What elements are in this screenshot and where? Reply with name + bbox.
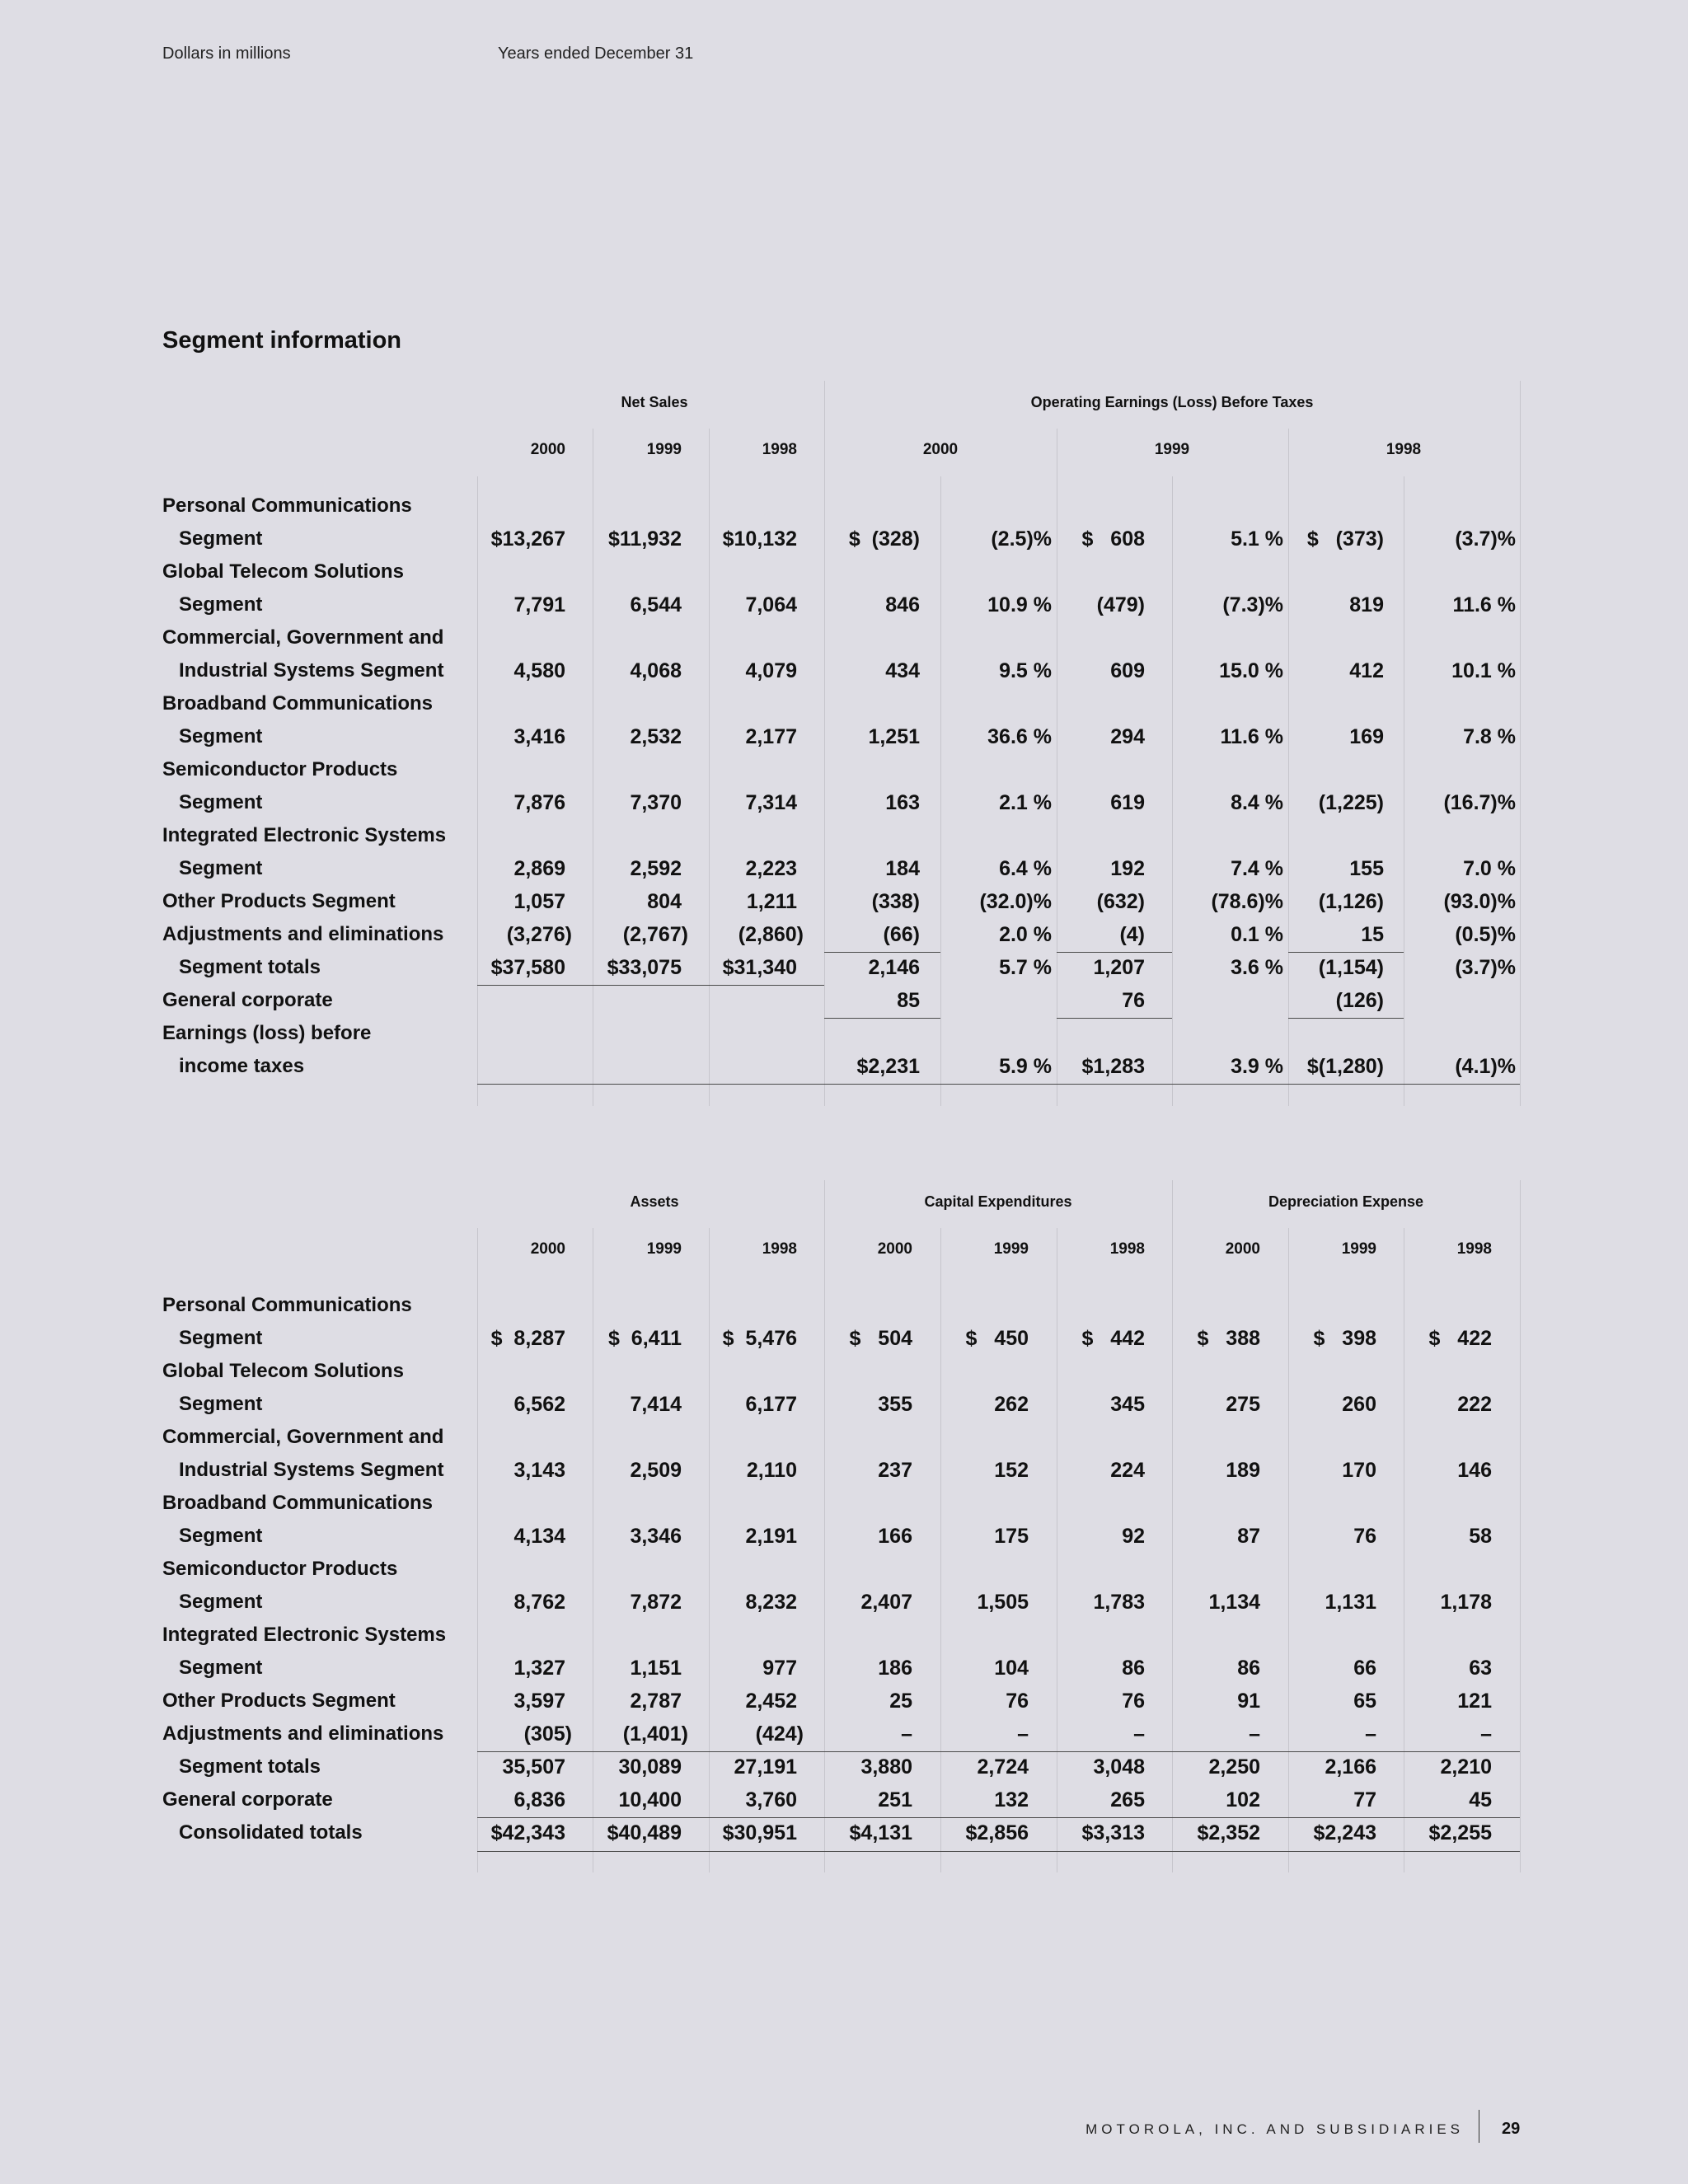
table-cell: 1,134 (1208, 1591, 1260, 1614)
table-cell: 1,251 (868, 725, 920, 748)
table-cell: 6,544 (630, 593, 682, 616)
table-cell: 192 (1110, 857, 1145, 880)
table-cell: 86 (1122, 1657, 1145, 1680)
table-cell: 1,057 (513, 890, 565, 913)
table-cell: $ 504 (849, 1327, 912, 1350)
table-cell: (7.3)% (1222, 593, 1283, 616)
column-rule (477, 476, 478, 1106)
table1-year-earnings: 1999 (1154, 441, 1190, 458)
table-cell: 7,872 (630, 1591, 682, 1614)
table-cell: (32.0)% (979, 890, 1052, 913)
table2-year: 1998 (762, 1240, 797, 1258)
table-cell: $4,131 (849, 1821, 912, 1844)
table-cell: 355 (878, 1393, 912, 1416)
row-label: Consolidated totals (179, 1821, 363, 1844)
table-cell: 2,592 (630, 857, 682, 880)
table-cell: 175 (994, 1525, 1029, 1548)
table-cell: (3.7)% (1455, 527, 1516, 551)
table-cell: 1,178 (1440, 1591, 1492, 1614)
table-cell: 7.0 % (1463, 857, 1516, 880)
row-label: Adjustments and eliminations (162, 923, 444, 945)
row-label: Industrial Systems Segment (179, 1459, 444, 1481)
table-cell: 1,211 (746, 890, 797, 913)
table-cell: 3,416 (513, 725, 565, 748)
table-cell: 3,143 (513, 1459, 565, 1482)
footer-company: MOTOROLA, INC. AND SUBSIDIARIES (1085, 2121, 1464, 2137)
table-cell: 2.1 % (999, 791, 1052, 814)
table-cell: – (1365, 1722, 1376, 1746)
table-cell: 8,762 (513, 1591, 565, 1614)
column-rule (709, 429, 710, 1106)
table-cell: 25 (889, 1690, 912, 1713)
table-cell: (1,154) (1318, 956, 1384, 979)
table-cell: 132 (994, 1788, 1029, 1811)
table-cell: (1,401) (622, 1722, 688, 1746)
table-cell: 2,509 (630, 1459, 682, 1482)
table-cell: 222 (1457, 1393, 1492, 1416)
table-cell: 35,507 (502, 1755, 565, 1779)
table-cell: 1,327 (513, 1657, 565, 1680)
table-cell: 6,562 (513, 1393, 565, 1416)
row-label: Global Telecom Solutions (162, 560, 404, 583)
table-cell: 30,089 (618, 1755, 682, 1779)
row-label: Segment (179, 857, 263, 879)
row-label: Segment totals (179, 1755, 321, 1778)
row-label: General corporate (162, 989, 333, 1011)
row-label: Broadband Communications (162, 1492, 434, 1514)
table-cell: 11.6 % (1220, 725, 1283, 748)
total-rule (477, 1851, 1520, 1852)
column-rule (940, 1228, 941, 1872)
table-cell: (126) (1335, 989, 1384, 1012)
table-cell: 189 (1226, 1459, 1260, 1482)
table2-year: 1999 (646, 1240, 682, 1258)
table-cell: (16.7)% (1443, 791, 1516, 814)
table-cell: 152 (994, 1459, 1029, 1482)
table-cell: $3,313 (1081, 1821, 1145, 1844)
table-cell: 85 (897, 989, 920, 1012)
page-number: 29 (1502, 2120, 1521, 2138)
table-cell: 2,407 (860, 1591, 912, 1614)
row-label: Segment (179, 725, 263, 748)
table-cell: 27,191 (734, 1755, 797, 1779)
row-label: Commercial, Government and (162, 626, 444, 649)
table-cell: 2,452 (745, 1690, 797, 1713)
table-cell: 76 (1122, 1690, 1145, 1713)
table2-year: 2000 (1225, 1240, 1260, 1258)
table-cell: (1,225) (1318, 791, 1384, 814)
table-cell: 3,760 (745, 1788, 797, 1811)
table-cell: $ 442 (1081, 1327, 1145, 1350)
table-cell: $ 422 (1428, 1327, 1492, 1350)
table-cell: 104 (994, 1657, 1029, 1680)
total-rule (824, 952, 940, 953)
row-label: Segment (179, 1591, 263, 1613)
table-cell: $31,340 (722, 956, 797, 979)
table-cell: – (1480, 1722, 1492, 1746)
table-cell: 345 (1110, 1393, 1145, 1416)
row-label: Earnings (loss) before (162, 1022, 372, 1044)
table-cell: 15.0 % (1219, 659, 1283, 682)
table-cell: 7,314 (745, 791, 797, 814)
row-label: General corporate (162, 1788, 333, 1811)
row-label: Personal Communications (162, 494, 412, 517)
table-cell: 76 (1006, 1690, 1029, 1713)
column-rule (1172, 476, 1173, 1106)
table-cell: 224 (1110, 1459, 1145, 1482)
table-cell: 186 (878, 1657, 912, 1680)
table-cell: $ 398 (1313, 1327, 1376, 1350)
table-cell: (2,860) (738, 923, 804, 946)
table-cell: $33,075 (607, 956, 682, 979)
column-rule (940, 476, 941, 1106)
column-rule (709, 1228, 710, 1872)
table-cell: 609 (1110, 659, 1145, 682)
table-cell: 7.4 % (1231, 857, 1283, 880)
table1-header-net-sales: Net Sales (621, 394, 688, 410)
table1-year-sales: 1998 (762, 441, 797, 458)
table-cell: $ 608 (1081, 527, 1145, 551)
table-cell: (66) (883, 923, 920, 946)
table-cell: 1,151 (630, 1657, 682, 1680)
total-rule (477, 1751, 1520, 1752)
row-label: Semiconductor Products (162, 758, 398, 780)
table1-year-sales: 1999 (646, 441, 682, 458)
table-cell: $42,343 (490, 1821, 565, 1844)
table-cell: 63 (1469, 1657, 1492, 1680)
table-cell: 2,110 (746, 1459, 797, 1482)
total-rule (1288, 952, 1404, 953)
table-cell: 7,064 (745, 593, 797, 616)
table-cell: $11,932 (608, 527, 682, 551)
table-cell: 275 (1226, 1393, 1260, 1416)
table-cell: 1,783 (1093, 1591, 1145, 1614)
table-cell: 6,836 (513, 1788, 565, 1811)
table-cell: 11.6 % (1452, 593, 1516, 616)
table-cell: 6,177 (745, 1393, 797, 1416)
table-cell: 412 (1349, 659, 1384, 682)
table-cell: $2,231 (856, 1055, 920, 1078)
row-label: Segment (179, 593, 263, 616)
row-label: Broadband Communications (162, 692, 434, 715)
table-cell: (3.7)% (1455, 956, 1516, 979)
table-cell: $13,267 (490, 527, 565, 551)
period-note: Years ended December 31 (498, 45, 694, 63)
total-rule (477, 1084, 1520, 1085)
column-rule (1288, 1228, 1289, 1872)
table-cell: 1,131 (1325, 1591, 1376, 1614)
table-cell: 3.9 % (1231, 1055, 1283, 1078)
table-cell: 2,223 (745, 857, 797, 880)
table-cell: (93.0)% (1443, 890, 1516, 913)
row-label: Integrated Electronic Systems (162, 1624, 447, 1646)
table-cell: $ 8,287 (490, 1327, 565, 1350)
table-cell: $ (328) (848, 527, 920, 551)
table-cell: 5.7 % (999, 956, 1052, 979)
table-cell: 2,250 (1208, 1755, 1260, 1779)
table2-header-capital-expenditures: Capital Expenditures (924, 1193, 1072, 1210)
table-cell: 0.1 % (1231, 923, 1283, 946)
row-label: Segment (179, 527, 263, 550)
table2-year: 2000 (530, 1240, 565, 1258)
column-rule (1172, 1180, 1173, 1872)
table-cell: $2,255 (1428, 1821, 1492, 1844)
row-label: Segment (179, 1327, 263, 1349)
table-cell: 3,597 (513, 1690, 565, 1713)
table-cell: 5.9 % (999, 1055, 1052, 1078)
table-cell: 66 (1353, 1657, 1376, 1680)
table-cell: 3,048 (1093, 1755, 1145, 1779)
table-cell: – (1133, 1722, 1145, 1746)
table-cell: 977 (762, 1657, 797, 1680)
table-cell: 7,370 (630, 791, 682, 814)
table-cell: (78.6)% (1211, 890, 1283, 913)
table-cell: 7,414 (630, 1393, 682, 1416)
table-cell: 92 (1122, 1525, 1145, 1548)
table2-header-depreciation-expense: Depreciation Expense (1268, 1193, 1424, 1210)
table-cell: $ 388 (1197, 1327, 1260, 1350)
table-cell: $2,352 (1197, 1821, 1260, 1844)
table-cell: (632) (1096, 890, 1145, 913)
column-rule (824, 381, 825, 1106)
row-label: Segment totals (179, 956, 321, 978)
table-cell: 434 (885, 659, 920, 682)
table1-year-sales: 2000 (530, 441, 565, 458)
table-cell: 6.4 % (999, 857, 1052, 880)
table-cell: (4.1)% (1455, 1055, 1516, 1078)
table-cell: $2,856 (965, 1821, 1029, 1844)
table-cell: 15 (1361, 923, 1384, 946)
table-cell: 294 (1110, 725, 1145, 748)
table-cell: $(1,280) (1306, 1055, 1384, 1078)
table-cell: 10.1 % (1451, 659, 1516, 682)
table-cell: 819 (1349, 593, 1384, 616)
table-cell: 121 (1457, 1690, 1492, 1713)
row-label: Commercial, Government and (162, 1426, 444, 1448)
table-cell: 86 (1237, 1657, 1260, 1680)
table2-year: 1998 (1109, 1240, 1145, 1258)
table-cell: 169 (1349, 725, 1384, 748)
table-cell: – (901, 1722, 912, 1746)
table-cell: (2.5)% (991, 527, 1052, 551)
table-cell: 5.1 % (1231, 527, 1283, 551)
table-cell: 155 (1349, 857, 1384, 880)
row-label: Segment (179, 1393, 263, 1415)
table-cell: $ 6,411 (608, 1327, 682, 1350)
table-cell: 3,346 (630, 1525, 682, 1548)
table-cell: 1,505 (977, 1591, 1029, 1614)
table-cell: 2.0 % (999, 923, 1052, 946)
table2-year: 1999 (993, 1240, 1029, 1258)
table-cell: 8,232 (745, 1591, 797, 1614)
table-cell: 146 (1457, 1459, 1492, 1482)
table1-header-operating-earnings: Operating Earnings (Loss) Before Taxes (1030, 394, 1314, 410)
table-cell: 619 (1110, 791, 1145, 814)
table-cell: 846 (885, 593, 920, 616)
table-cell: 237 (878, 1459, 912, 1482)
table-cell: (479) (1096, 593, 1145, 616)
table-cell: 36.6 % (987, 725, 1052, 748)
total-rule (477, 1817, 1520, 1818)
units-note: Dollars in millions (162, 45, 291, 63)
table-cell: (3,276) (506, 923, 572, 946)
table-cell: $40,489 (607, 1821, 682, 1844)
table-cell: 102 (1226, 1788, 1260, 1811)
table-cell: 2,146 (868, 956, 920, 979)
table-cell: 184 (885, 857, 920, 880)
table-cell: 2,787 (630, 1690, 682, 1713)
table-cell: (338) (871, 890, 920, 913)
table-cell: (0.5)% (1455, 923, 1516, 946)
table-cell: $30,951 (722, 1821, 797, 1844)
row-label: Personal Communications (162, 1294, 412, 1316)
total-rule (1288, 1018, 1404, 1019)
column-rule (1288, 429, 1289, 1106)
table-cell: 265 (1110, 1788, 1145, 1811)
table-cell: 2,724 (977, 1755, 1029, 1779)
row-label: Other Products Segment (162, 1690, 396, 1712)
table-cell: (305) (523, 1722, 572, 1746)
table-cell: (4) (1119, 923, 1145, 946)
table-cell: 65 (1353, 1690, 1376, 1713)
table-cell: $ (373) (1306, 527, 1384, 551)
table-cell: $ 450 (965, 1327, 1029, 1350)
table-cell: $2,243 (1313, 1821, 1376, 1844)
row-label: Segment (179, 791, 263, 813)
page-title: Segment information (162, 327, 402, 354)
table-cell: 91 (1237, 1690, 1260, 1713)
table-cell: 163 (885, 791, 920, 814)
row-label: Segment (179, 1525, 263, 1547)
table2-year: 2000 (877, 1240, 912, 1258)
row-label: Integrated Electronic Systems (162, 824, 447, 846)
table2-year: 1999 (1341, 1240, 1376, 1258)
column-rule (824, 1180, 825, 1872)
table-cell: 2,869 (513, 857, 565, 880)
table-cell: 9.5 % (999, 659, 1052, 682)
table-cell: 76 (1122, 989, 1145, 1012)
table-cell: 3,880 (860, 1755, 912, 1779)
table-cell: 3.6 % (1231, 956, 1283, 979)
table-cell: 10.9 % (987, 593, 1052, 616)
table-cell: 58 (1469, 1525, 1492, 1548)
table-cell: 7,876 (513, 791, 565, 814)
table-cell: 45 (1469, 1788, 1492, 1811)
table-cell: (1,126) (1318, 890, 1384, 913)
table-cell: 166 (878, 1525, 912, 1548)
total-rule (1057, 952, 1172, 953)
table1-year-earnings: 2000 (922, 441, 959, 458)
table-cell: 2,532 (630, 725, 682, 748)
row-label: Industrial Systems Segment (179, 659, 444, 682)
table2-year: 1998 (1456, 1240, 1492, 1258)
table-cell: 4,079 (745, 659, 797, 682)
total-rule (824, 1018, 940, 1019)
table-cell: 76 (1353, 1525, 1376, 1548)
table-cell: 260 (1342, 1393, 1376, 1416)
total-rule (1057, 1018, 1172, 1019)
table-cell: – (1249, 1722, 1260, 1746)
table-cell: 4,580 (513, 659, 565, 682)
table-cell: 7,791 (513, 593, 565, 616)
table-cell: 7.8 % (1463, 725, 1516, 748)
row-label: Segment (179, 1657, 263, 1679)
table-cell: $ 5,476 (722, 1327, 797, 1350)
table-cell: 87 (1237, 1525, 1260, 1548)
column-rule (477, 1228, 478, 1872)
table-cell: (2,767) (622, 923, 688, 946)
table-cell: 262 (994, 1393, 1029, 1416)
table-cell: 251 (878, 1788, 912, 1811)
table-cell: 170 (1342, 1459, 1376, 1482)
column-rule (1520, 1180, 1521, 1872)
table-cell: 10,400 (618, 1788, 682, 1811)
row-label: Semiconductor Products (162, 1558, 398, 1580)
table-cell: 804 (647, 890, 682, 913)
table-cell: 4,134 (513, 1525, 565, 1548)
table-cell: 2,177 (745, 725, 797, 748)
table-cell: 1,207 (1093, 956, 1145, 979)
table-cell: – (1017, 1722, 1029, 1746)
table-cell: $37,580 (490, 956, 565, 979)
row-label: Global Telecom Solutions (162, 1360, 404, 1382)
table-cell: $10,132 (722, 527, 797, 551)
row-label: Other Products Segment (162, 890, 396, 912)
table-cell: $1,283 (1081, 1055, 1145, 1078)
table-cell: 8.4 % (1231, 791, 1283, 814)
column-rule (1520, 381, 1521, 1106)
table1-year-earnings: 1998 (1386, 441, 1422, 458)
table-cell: 4,068 (630, 659, 682, 682)
row-label: income taxes (179, 1055, 305, 1077)
row-label: Adjustments and eliminations (162, 1722, 444, 1745)
table-cell: 2,191 (745, 1525, 797, 1548)
table-cell: 2,166 (1325, 1755, 1376, 1779)
table2-header-assets: Assets (630, 1193, 679, 1210)
total-rule (477, 985, 824, 986)
table-cell: 2,210 (1440, 1755, 1492, 1779)
table-cell: (424) (755, 1722, 804, 1746)
table-cell: 77 (1353, 1788, 1376, 1811)
